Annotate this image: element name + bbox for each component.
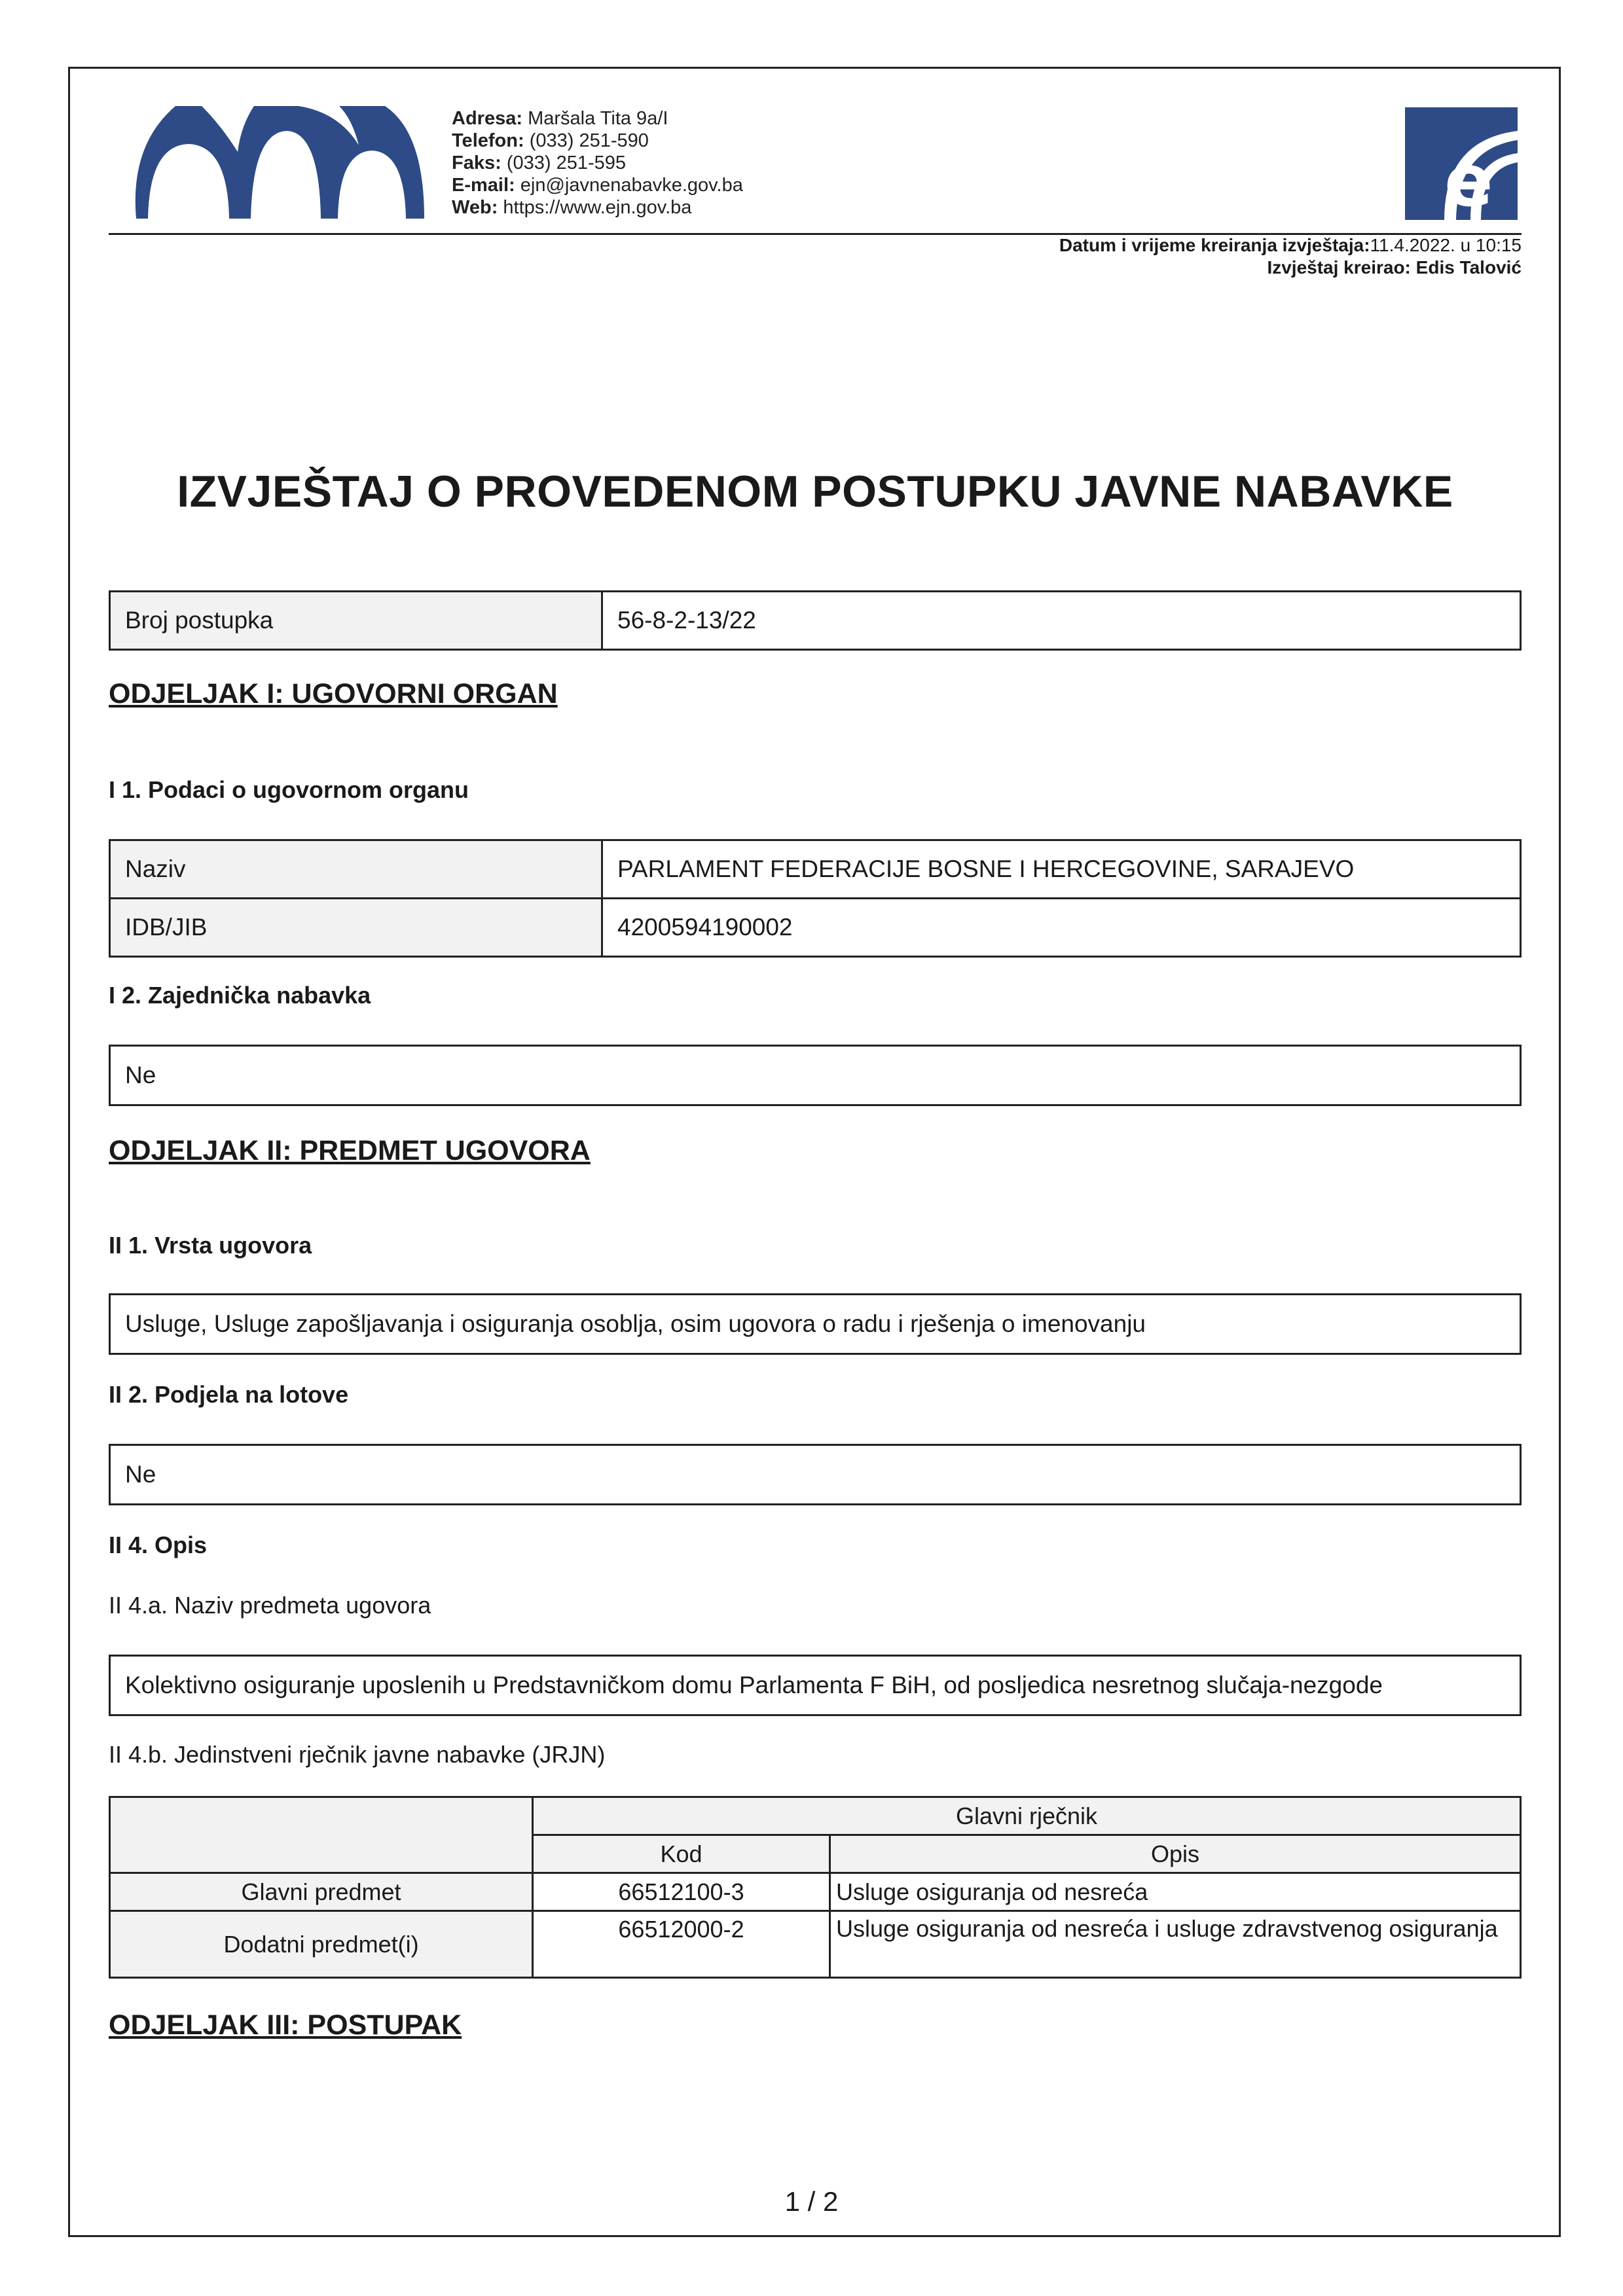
authority-name-value: PARLAMENT FEDERACIJE BOSNE I HERCEGOVINE, SARAJEVO [617,855,1355,882]
authority-id-value: 4200594190002 [617,914,793,941]
section-2-heading: ODJELJAK II: PREDMET UGOVORA [109,1135,591,1166]
procedure-table [109,590,1522,651]
jrjn-row-opis: Usluge osiguranja od nesreća [830,1873,1521,1911]
jrjn-row-kod: 66512100-3 [533,1873,830,1911]
authority-id-label: IDB/JIB [111,899,603,956]
joint-procurement-box [109,1045,1522,1106]
ii4-heading: II 4. Opis [109,1532,208,1558]
authority-name-row [111,841,1520,897]
lots-value: Ne [125,1461,156,1488]
svg-text:e: e [1444,139,1493,220]
contact-phone: Telefon: (033) 251-590 [452,130,649,151]
joint-procurement-value: Ne [125,1062,156,1088]
ii1-heading: II 1. Vrsta ugovora [109,1232,312,1259]
procedure-label: Broj postupka [111,592,603,649]
ii4b-label: II 4.b. Jedinstveni rječnik javne nabavke (JRJN) [109,1741,606,1768]
lots-box [109,1444,1522,1505]
jrjn-group-header: Glavni rječnik [533,1797,1521,1835]
contact-web: Web: https://www.ejn.gov.ba [452,197,692,218]
contact-address: Adresa: Maršala Tita 9a/I [452,108,668,129]
contract-type-value: Usluge, Usluge zapošljavanja i osiguranja osoblja, osim ugovora o radu i rješenja o imenovanju [125,1310,1146,1337]
contract-type-box [109,1293,1522,1355]
jrjn-row-label: Dodatni predmet(i) [110,1911,533,1978]
jrjn-row-opis: Usluge osiguranja od nesreća i usluge zdravstvenog osiguranja [830,1911,1521,1978]
authority-table [109,839,1522,958]
authority-name-label: Naziv [111,841,603,897]
e-logo [1405,107,1518,220]
contact-block [452,107,743,219]
i2-heading: I 2. Zajednička nabavka [109,982,371,1009]
jrjn-row-kod: 66512000-2 [533,1911,830,1978]
page-number: 1 / 2 [784,2186,839,2217]
table-row [110,1873,1521,1911]
subject-value: Kolektivno osiguranje uposlenih u Predstavničkom domu Parlamenta F BiH, od posljedica nesretnog slučaja-nezgode [125,1672,1383,1698]
section-3-heading: ODJELJAK III: POSTUPAK [109,2009,462,2041]
procedure-row [111,592,1520,649]
page-title: IZVJEŠTAJ O PROVEDENOM POSTUPKU JAVNE NABAVKE [177,467,1453,516]
i1-heading: I 1. Podaci o ugovornom organu [109,776,469,803]
jrjn-col-kod: Kod [533,1835,830,1873]
jrjn-col-opis: Opis [830,1835,1521,1873]
section-1-heading: ODJELJAK I: UGOVORNI ORGAN [109,678,558,709]
procedure-value: 56-8-2-13/22 [617,607,756,634]
table-row [110,1911,1521,1978]
jrjn-corner-cell [110,1797,533,1873]
created-by: Izvještaj kreirao: Edis Talović [1267,257,1522,278]
report-meta [1059,234,1522,279]
jrjn-table [109,1796,1522,1979]
ejn-logo [123,106,424,219]
subject-box [109,1655,1522,1716]
authority-id-row [111,897,1520,956]
ii4a-label: II 4.a. Naziv predmeta ugovora [109,1592,431,1619]
ii2-heading: II 2. Podjela na lotove [109,1381,349,1408]
jrjn-group-row [110,1797,1521,1835]
jrjn-row-label: Glavni predmet [110,1873,533,1911]
contact-email: E-mail: ejn@javnenabavke.gov.ba [452,175,743,196]
contact-fax: Faks: (033) 251-595 [452,152,627,173]
created-datetime: Datum i vrijeme kreiranja izvještaja:11.4.2022. u 10:15 [1059,235,1522,255]
